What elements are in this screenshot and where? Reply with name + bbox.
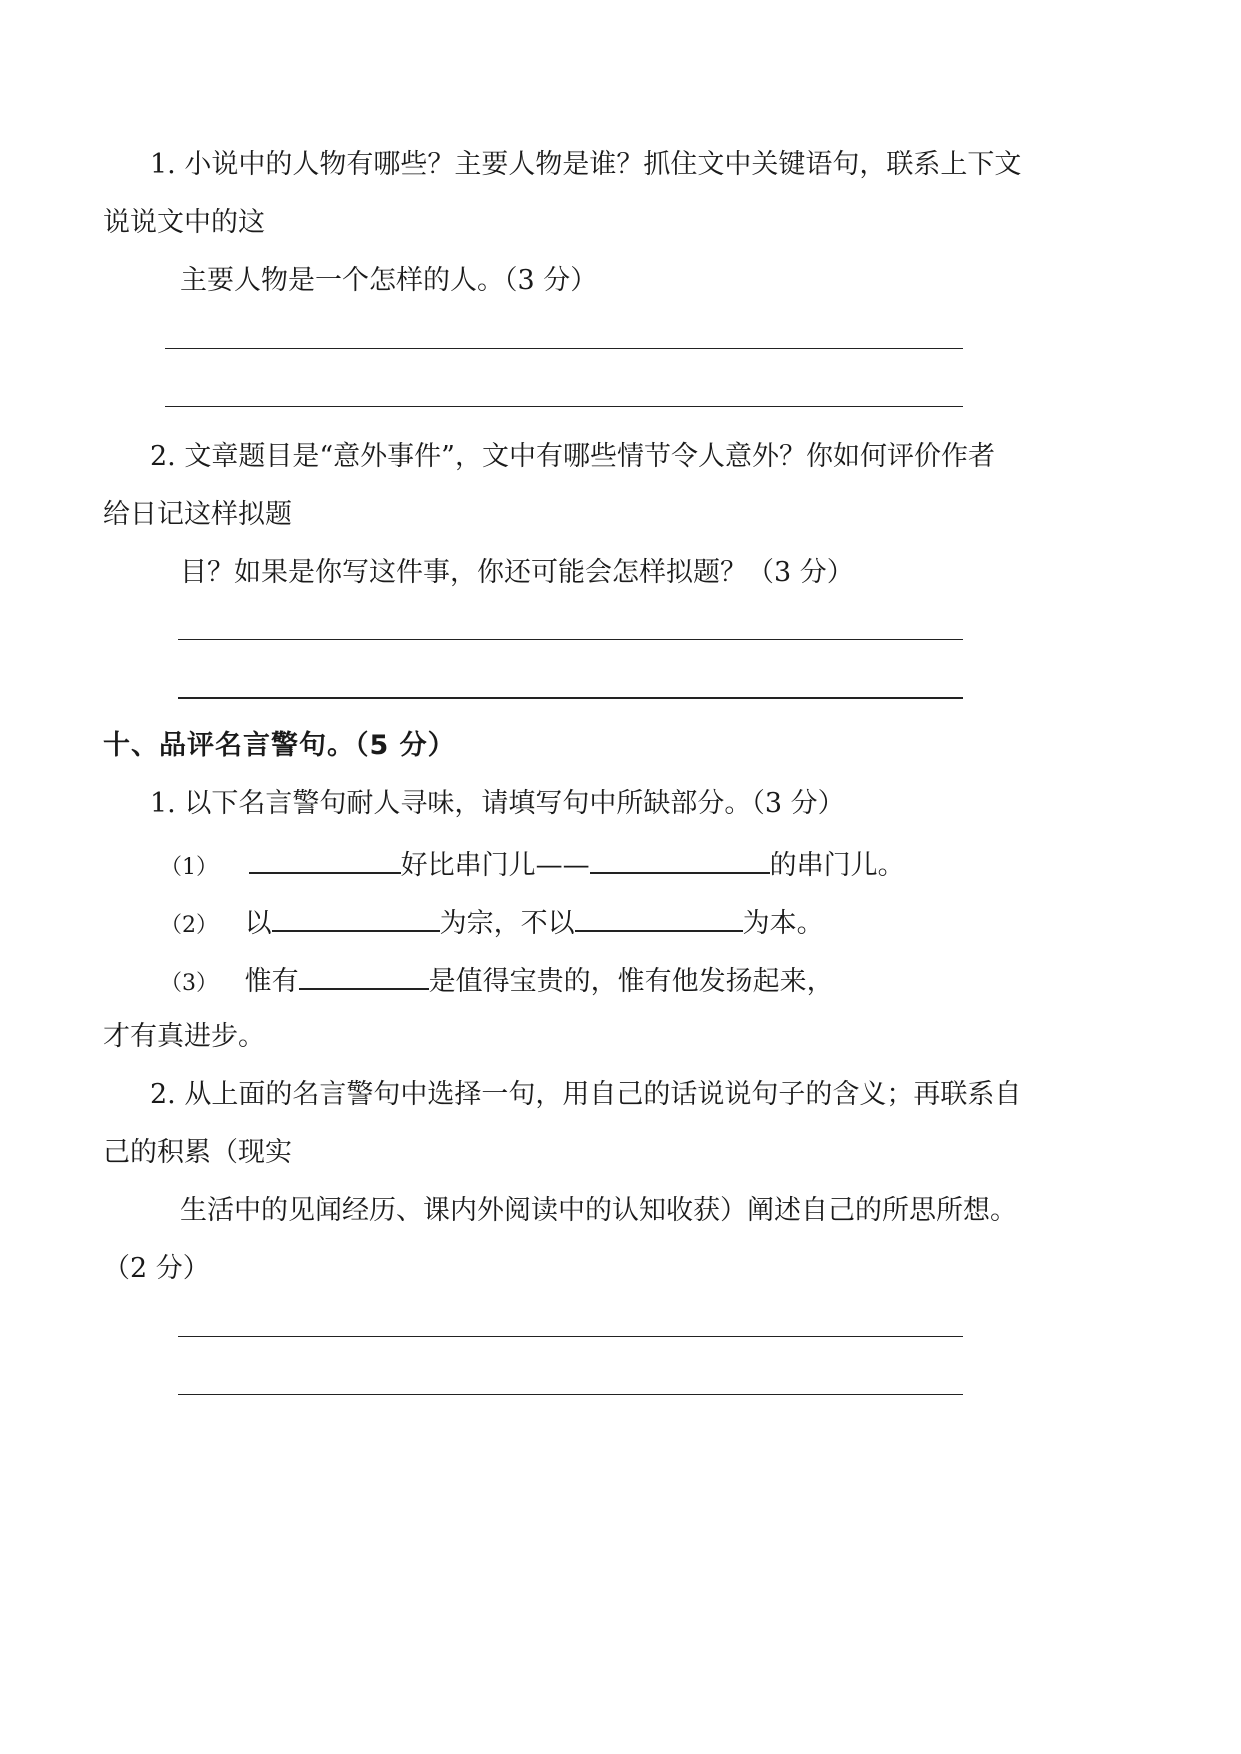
answer-line[interactable]	[178, 697, 963, 699]
item-text: 是值得宝贵的，惟有他发扬起来，	[428, 966, 834, 997]
fill-blank[interactable]	[575, 904, 743, 932]
q2-line1: 2. 文章题目是“意外事件”，文中有哪些情节令人意外？你如何评价作者	[150, 441, 995, 472]
sub-question-2-line3: 生活中的见闻经历、课内外阅读中的认知收获）阐述自己的所思所想。	[180, 1195, 1017, 1226]
fill-blank[interactable]	[299, 962, 429, 990]
fill-item-2	[160, 904, 824, 943]
item-text: 为宗，不以	[439, 908, 575, 939]
sub-question-2-line4: （2 分）	[103, 1253, 210, 1284]
fill-blank[interactable]	[249, 846, 401, 874]
sub-question-2-line2: 己的积累（现实	[103, 1137, 292, 1168]
item-text: 以	[244, 908, 272, 939]
q2-line3: 目？如果是你写这件事，你还可能会怎样拟题？（3 分）	[180, 557, 854, 588]
item-text: 好比串门儿——	[400, 850, 590, 881]
answer-line[interactable]	[178, 639, 963, 640]
fill-item-3	[160, 962, 834, 1001]
item-text: 的串门儿。	[769, 850, 905, 881]
q1-line1: 1. 小说中的人物有哪些？主要人物是谁？抓住文中关键语句，联系上下文	[150, 149, 1022, 180]
fill-item-3-cont: 才有真进步。	[103, 1021, 265, 1052]
section-title: 十、品评名言警句。（5 分）	[103, 730, 456, 761]
sub-question-2-line1: 2. 从上面的名言警句中选择一句，用自己的话说说句子的含义；再联系自	[150, 1079, 1022, 1110]
answer-line[interactable]	[178, 1394, 963, 1395]
fill-blank[interactable]	[590, 846, 770, 874]
q1-line3: 主要人物是一个怎样的人。（3 分）	[180, 265, 598, 296]
item-number: （1）	[160, 855, 218, 880]
q2-line2: 给日记这样拟题	[103, 499, 292, 530]
fill-item-1	[160, 846, 905, 885]
q1-line2: 说说文中的这	[103, 207, 265, 238]
answer-line[interactable]	[178, 1336, 963, 1337]
answer-line[interactable]	[165, 348, 963, 349]
fill-blank[interactable]	[272, 904, 440, 932]
answer-line[interactable]	[165, 406, 963, 407]
item-text: 惟有	[244, 966, 299, 997]
sub-question-1: 1. 以下名言警句耐人寻味，请填写句中所缺部分。（3 分）	[150, 788, 845, 819]
item-number: （3）	[160, 971, 218, 996]
item-number: （2）	[160, 913, 218, 938]
item-text: 为本。	[742, 908, 824, 939]
